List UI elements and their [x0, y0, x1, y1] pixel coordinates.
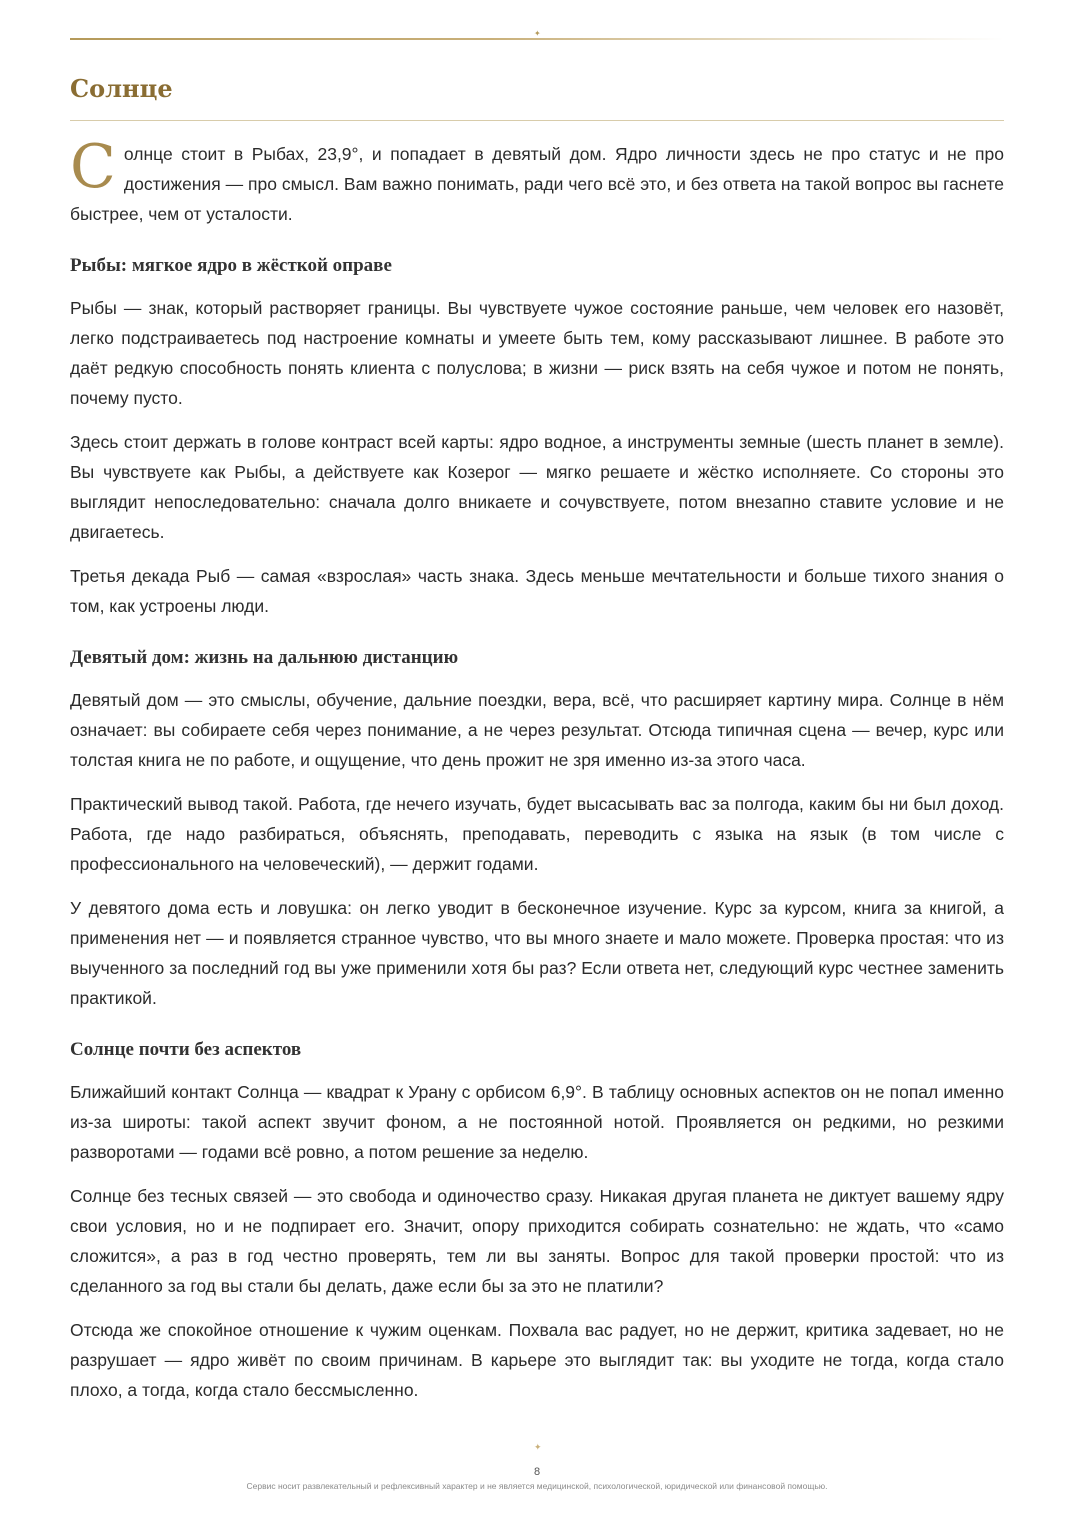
subheading-aspects: Солнце почти без аспектов — [70, 1039, 302, 1060]
paragraph: Третья декада Рыб — самая «взрослая» часть знака. Здесь меньше мечтательности и больше тихого знания о том, как устроены люди. — [70, 566, 1004, 616]
subheading-ninth-house: Девятый дом: жизнь на дальнюю дистанцию — [70, 647, 459, 668]
paragraph: Отсюда же спокойное отношение к чужим оценкам. Похвала вас радует, но не держит, критика задевает, но не разрушает — ядро живёт по своим причинам. В карьере это выглядит так: вы уходите не тогда, когда стало плохо, а тогда, когда стало бессмысленно. — [70, 1320, 1004, 1400]
intro-text: олнце стоит в Рыбах, 23,9°, и попадает в девятый дом. Ядро личности здесь не про статус и не про достижения — про смысл. Вам важно понимать, ради чего всё это, и без ответа на такой вопрос вы гаснете быстрее, чем от усталости. — [70, 144, 1004, 224]
intro-paragraph — [70, 132, 1004, 229]
subheading-pisces: Рыбы: мягкое ядро в жёсткой оправе — [70, 255, 392, 276]
footer-ornament-icon: ✦ — [534, 1442, 542, 1452]
page-number: 8 — [533, 1466, 541, 1478]
header-rule — [70, 38, 1004, 40]
section-title: Солнце — [70, 74, 173, 103]
header-ornament-icon: ✦ — [534, 29, 541, 38]
paragraph: Девятый дом — это смыслы, обучение, дальние поездки, вера, всё, что расширяет картину мира. Солнце в нём означает: вы собираете себя через понимание, а не через результат. Отсюда типичная сцена — вечер, курс или толстая книга не по работе, и ощущение, что день прожит не зря именно из-за этого часа. — [70, 690, 1004, 770]
document-page — [70, 0, 1004, 1521]
paragraph: Здесь стоит держать в голове контраст всей карты: ядро водное, а инструменты земные (шесть планет в земле). Вы чувствуете как Рыбы, а действуете как Козерог — мягко решаете и жёстко исполняете. Со стороны это выглядит непоследовательно: сначала долго вникаете и сочувствуете, потом внезапно ставите условие и не двигаетесь. — [70, 432, 1004, 542]
paragraph: Рыбы — знак, который растворяет границы. Вы чувствуете чужое состояние раньше, чем человек его назовёт, легко подстраиваетесь под настроение комнаты и умеете быть тем, кому рассказывают лишнее. В работе это даёт редкую способность понять клиента с полуслова; в жизни — риск взять на себя чужое и потом не понять, почему пусто. — [70, 298, 1004, 408]
paragraph: Ближайший контакт Солнца — квадрат к Урану с орбисом 6,9°. В таблицу основных аспектов он не попал именно из-за широты: такой аспект звучит фоном, а не постоянной нотой. Проявляется он редкими, но резкими разворотами — годами всё ровно, а потом решение за неделю. — [70, 1082, 1004, 1162]
paragraph: У девятого дома есть и ловушка: он легко уводит в бесконечное изучение. Курс за курсом, книга за книгой, а применения нет — и появляется странное чувство, что вы много знаете и мало можете. Проверка простая: что из выученного за последний год вы уже применили хотя бы раз? Если ответа нет, следующий курс честнее заменить практикой. — [70, 898, 1004, 1008]
section-content — [70, 132, 1004, 1419]
paragraph: Практический вывод такой. Работа, где нечего изучать, будет высасывать вас за полгода, каким бы ни был доход. Работа, где надо разбираться, объяснять, преподавать, переводить с языка на язык (в том числе с профессионального на человеческий), — держит годами. — [70, 794, 1004, 874]
drop-cap: С — [70, 132, 116, 202]
footer-disclaimer: Сервис носит развлекательный и рефлексивный характер и не является медицинской, психологической, юридической или финансовой помощью. — [246, 1481, 828, 1491]
paragraph: Солнце без тесных связей — это свобода и одиночество сразу. Никакая другая планета не диктует вашему ядру свои условия, но и не подпирает его. Значит, опору приходится собирать сознательно: не ждать, что «само сложится», а раз в год честно проверять, тем ли вы заняты. Вопрос для такой проверки простой: что из сделанного за год вы стали бы делать, даже если бы за это не платили? — [70, 1186, 1004, 1296]
title-divider — [70, 120, 1004, 121]
